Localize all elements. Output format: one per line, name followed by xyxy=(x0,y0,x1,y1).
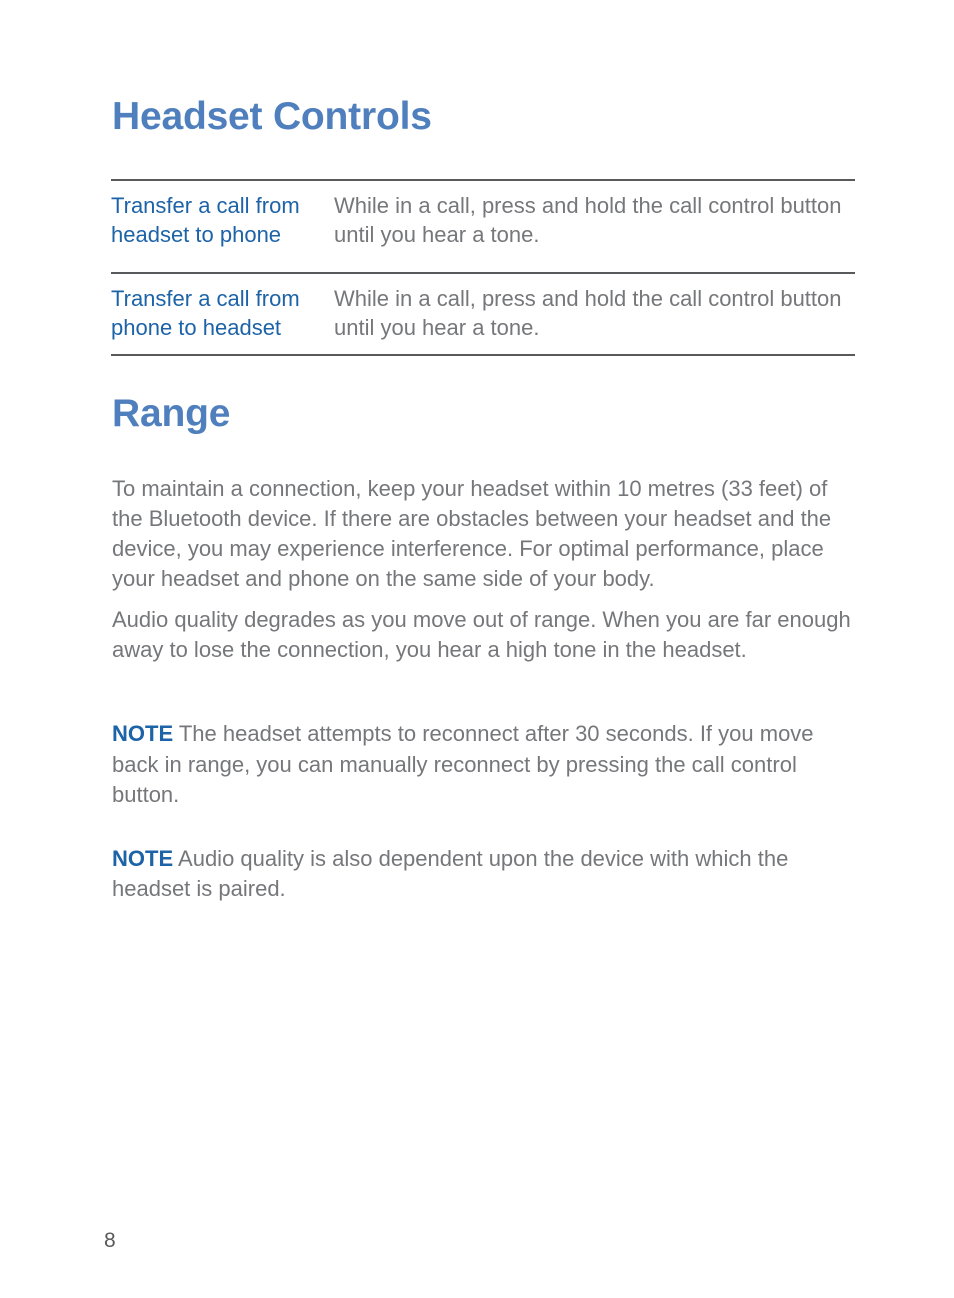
page-number: 8 xyxy=(104,1229,116,1252)
control-action: Transfer a call from headset to phone xyxy=(111,193,300,247)
headset-controls-table xyxy=(111,179,855,356)
section-title-headset-controls: Headset Controls xyxy=(112,95,432,138)
control-description: While in a call, press and hold the call control button until you hear a tone. xyxy=(334,193,842,247)
note xyxy=(112,844,857,904)
range-paragraph: To maintain a connection, keep your headset within 10 metres (33 feet) of the Bluetooth device. If there are obstacles between your headset and the device, you may experience interference. For optimal performance, place your headset and phone on the same side of your body. xyxy=(112,476,832,591)
note-text: The headset attempts to reconnect after 30 seconds. If you move back in range, you can manually reconnect by pressing the call control button. xyxy=(112,721,814,807)
table-row xyxy=(111,274,855,356)
section-title-range: Range xyxy=(112,392,231,435)
control-action: Transfer a call from phone to headset xyxy=(111,286,300,340)
range-paragraph: Audio quality degrades as you move out of range. When you are far enough away to lose the connection, you hear a high tone in the headset. xyxy=(112,607,851,662)
note-label: NOTE xyxy=(112,721,174,746)
table-row xyxy=(111,181,855,274)
control-description: While in a call, press and hold the call control button until you hear a tone. xyxy=(334,286,842,340)
note-label: NOTE xyxy=(112,846,174,871)
note xyxy=(112,719,857,811)
note-text: Audio quality is also dependent upon the device with which the headset is paired. xyxy=(112,846,789,901)
